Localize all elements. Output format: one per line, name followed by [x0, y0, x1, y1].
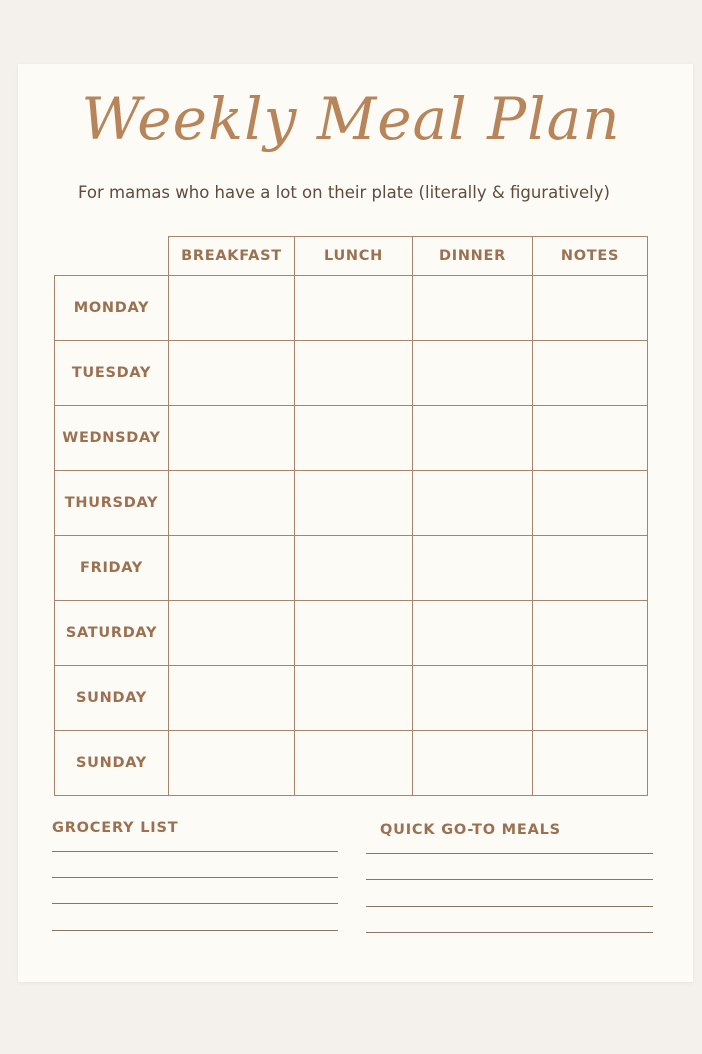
row-label-sunday-2: SUNDAY [55, 731, 169, 796]
quick-meals-title: QUICK GO-TO MEALS [380, 822, 561, 838]
row-label-friday: FRIDAY [55, 536, 169, 601]
meal-cell[interactable] [533, 276, 648, 341]
meal-cell[interactable] [413, 341, 533, 406]
meal-cell[interactable] [533, 406, 648, 471]
meal-cell[interactable] [413, 666, 533, 731]
table-row [55, 471, 648, 536]
meal-cell[interactable] [169, 276, 295, 341]
grocery-list-title: GROCERY LIST [52, 820, 179, 836]
meal-cell[interactable] [413, 731, 533, 796]
meal-cell[interactable] [413, 471, 533, 536]
quick-meals-line[interactable] [366, 879, 653, 880]
meal-cell[interactable] [295, 341, 413, 406]
meal-cell[interactable] [295, 666, 413, 731]
meal-cell[interactable] [169, 731, 295, 796]
quick-meals-line[interactable] [366, 932, 653, 933]
column-header-breakfast: BREAKFAST [169, 237, 295, 276]
table-row [55, 666, 648, 731]
row-label-tuesday: TUESDAY [55, 341, 169, 406]
meal-cell[interactable] [533, 666, 648, 731]
meal-cell[interactable] [295, 276, 413, 341]
page-subtitle: For mamas who have a lot on their plate (literally & figuratively) [78, 183, 610, 202]
meal-cell[interactable] [295, 731, 413, 796]
row-label-thursday: THURSDAY [55, 471, 169, 536]
table-row [55, 341, 648, 406]
grocery-line[interactable] [52, 877, 338, 878]
meal-cell[interactable] [169, 666, 295, 731]
meal-cell[interactable] [533, 731, 648, 796]
meal-cell[interactable] [169, 471, 295, 536]
meal-cell[interactable] [533, 536, 648, 601]
meal-cell[interactable] [295, 406, 413, 471]
table-row [55, 536, 648, 601]
table-header-row [55, 237, 648, 276]
meal-cell[interactable] [295, 471, 413, 536]
row-label-sunday: SUNDAY [55, 666, 169, 731]
table-row [55, 601, 648, 666]
grocery-line[interactable] [52, 930, 338, 931]
meal-cell[interactable] [533, 471, 648, 536]
table-row [55, 276, 648, 341]
meal-cell[interactable] [169, 341, 295, 406]
meal-plan-table [54, 236, 648, 796]
row-label-monday: MONDAY [55, 276, 169, 341]
row-label-wednesday: WEDNSDAY [55, 406, 169, 471]
column-header-lunch: LUNCH [295, 237, 413, 276]
table-row [55, 731, 648, 796]
header-corner [55, 237, 169, 276]
meal-cell[interactable] [413, 276, 533, 341]
meal-cell[interactable] [413, 536, 533, 601]
grocery-line[interactable] [52, 851, 338, 852]
column-header-dinner: DINNER [413, 237, 533, 276]
meal-cell[interactable] [533, 341, 648, 406]
quick-meals-line[interactable] [366, 906, 653, 907]
meal-cell[interactable] [169, 536, 295, 601]
column-header-notes: NOTES [533, 237, 648, 276]
table-row [55, 406, 648, 471]
meal-cell[interactable] [295, 601, 413, 666]
grocery-line[interactable] [52, 903, 338, 904]
meal-cell[interactable] [413, 406, 533, 471]
meal-cell[interactable] [169, 406, 295, 471]
page-title: Weekly Meal Plan [81, 85, 621, 153]
meal-cell[interactable] [169, 601, 295, 666]
quick-meals-line[interactable] [366, 853, 653, 854]
meal-cell[interactable] [295, 536, 413, 601]
row-label-saturday: SATURDAY [55, 601, 169, 666]
meal-cell[interactable] [413, 601, 533, 666]
meal-cell[interactable] [533, 601, 648, 666]
